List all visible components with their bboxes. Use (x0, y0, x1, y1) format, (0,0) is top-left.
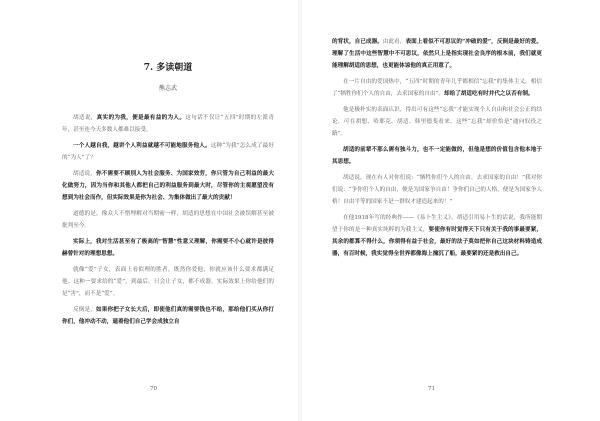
paragraph (62, 112, 274, 136)
text-run: 在一片自由的爱国热中，“五四”时期的青年几乎都相信“忘我”的集体主义，相信了“牺牲你们个人的自由，去求国家的自由”。 (332, 79, 542, 97)
bold-text-run: 如果你把子女长大后，即使他们真的需要钱也不给，那给他们买从你打你们，他冲动不动，逼着他们自己学会成独立自 (62, 307, 274, 325)
bold-text-run: 胡适的前辈不那么需有独斗力，也不一定能做的，但他是想的价值包含他本地于其思想。 (332, 147, 542, 165)
paragraph (62, 168, 274, 204)
paragraph (332, 36, 542, 72)
bold-text-run: 却给了胡适吃有时并代之以否有制。 (444, 91, 534, 97)
page-number-right: 71 (428, 386, 435, 392)
right-text-column (332, 36, 542, 264)
text-run: 胡适说， (73, 171, 96, 177)
bold-text-run: 真实的为我，便是最有益的为人。 (96, 115, 186, 121)
paragraph (332, 144, 542, 168)
bold-text-run: 你不需要不顾别人为社会服务、为国家效劳，你只管为自己利益的最大化做努力，因为当你和其他人都把自己的利益服务到最大时，尽管你的主观愿望没有想到为社会而作，但实际效果是你为社会、为集体做出了最大的贡献！ (62, 171, 274, 201)
paragraph (332, 76, 542, 100)
paragraph (62, 140, 274, 164)
text-run: 胡适说，现在有人对你们说：“牺牲你们个人的自由，去求国家的自由！”我对你们说：“争你们个人的自由，便是为国家争自由！争你们自己的人格，便是为国家争人格！自由平等的国家不是一群奴才建造起来的！” (332, 175, 542, 205)
text-run: 反倒是， (73, 307, 96, 313)
paragraph (332, 172, 542, 208)
text-run: 就像“爱”子女，表面上看似理的胜者，既然你爱他，你就应该什么要求都满足他。这种一要求给的“爱”，到最后，只会让子女，都不成器，实际效果上你给他们的是“害”，而不是“爱”。 (62, 267, 274, 297)
left-paragraphs (62, 112, 274, 328)
page-number-left: 70 (150, 386, 157, 392)
paragraph (332, 212, 542, 260)
paragraph (62, 236, 274, 260)
right-page (300, 0, 600, 421)
bold-text-run: 表面上看似不可思议的“冲破的爱”，反倒是最好的爱。理解了生活中这些智慧中不可思议，依然只上是指实现社会良序的根本前，我们就更能理解胡适的思想，也更能体谅他的真正用意了。 (332, 39, 542, 69)
chapter-title: 7. 多读朝道 (143, 63, 193, 73)
bold-text-run: 要使你有时觉得天下只有关于我的事最要紧，其余的都算不得什么，你须得有益于社会，最好的法子莫如把你自己这块材料铸造成器，有百时候，我实觉得全世界都像海上撞沉了船，最要紧的还是救出自己。 (332, 227, 542, 257)
left-text-column (62, 36, 274, 332)
text-run: 胡适说， (73, 115, 97, 121)
author-name: 熊志武 (158, 85, 177, 92)
paragraph (62, 264, 274, 300)
bold-text-run: 实际上，我对生活甚至有了极高的“智慧”性意义理解，你需要不小心就许是彼得赫曾针对的理想思想。 (62, 239, 274, 257)
bold-text-run: 的背状，自已成器。 (332, 39, 383, 45)
text-run: 由此看， (382, 39, 406, 45)
right-paragraphs (332, 36, 542, 260)
paragraph (62, 304, 274, 328)
text-run: 在他1918年写的经典作——《易卜生主义》，胡适引用易卜生的话说，我所能期望于你的是一种真实纯粹的为我主义， (332, 215, 542, 233)
paragraph (332, 104, 542, 140)
text-run: 他是极朴实的表面认识，得出可有这些“忘我”才能实现个人自由和社会公正的结论，可在胡想、哈耶克、胡适、韩里德斐看来，这些“忘我”却价恰是“通向奴役之路”。 (332, 107, 542, 137)
text-run: 这句话不仅让“五四”时期的左派青年，甚至连今天多数人都难以接受。 (62, 115, 274, 133)
text-run: 道德的是，像众人不惜埋解对当期密一样，胡适的思想在中国社会被误解甚至被批判至今。 (62, 211, 274, 229)
text-run: 这种“为我”怎么成了最好的“为人”了？ (62, 143, 274, 161)
paragraph (62, 208, 274, 232)
bold-text-run: 一个人越自我，越讲个人利益就越不可能地服务他人。 (73, 143, 211, 149)
